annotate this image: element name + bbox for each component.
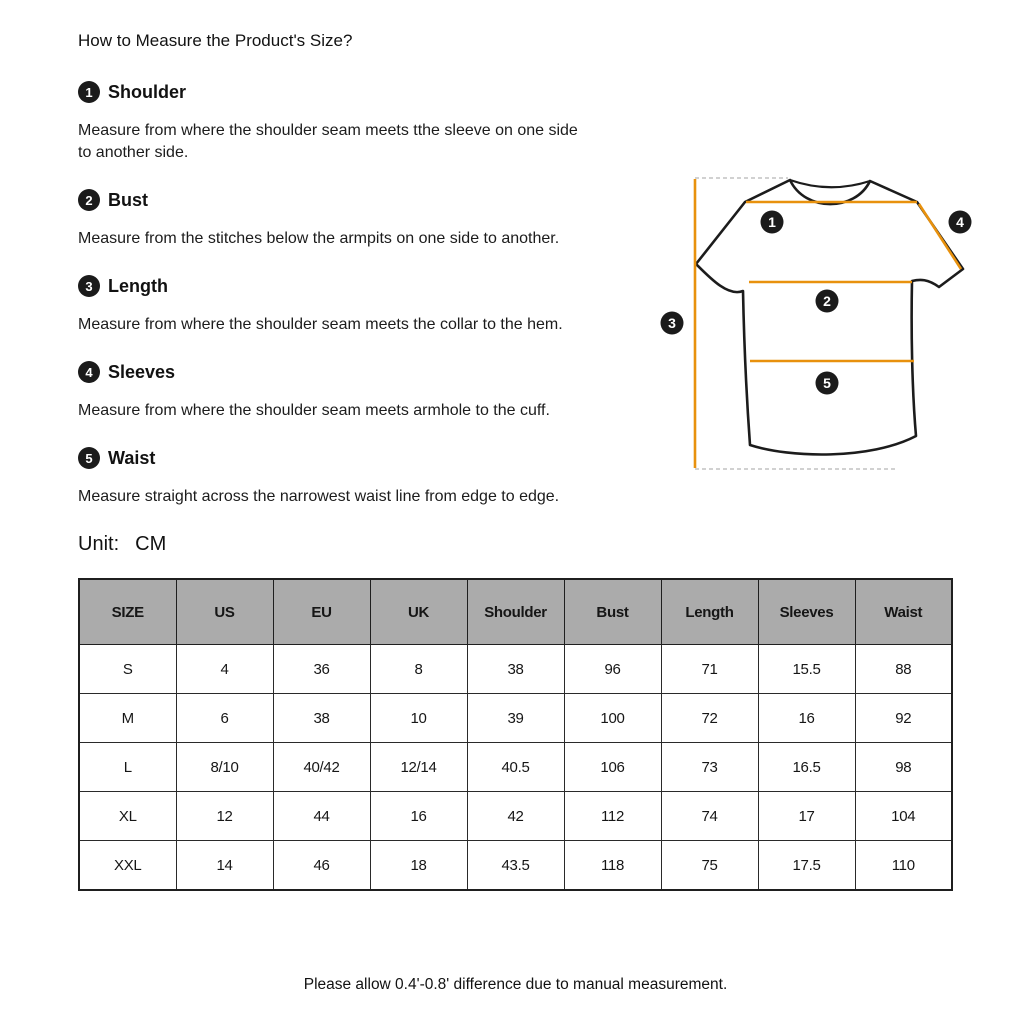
table-cell: 16 xyxy=(370,792,467,841)
column-header-sleeves: Sleeves xyxy=(758,579,855,645)
column-header-uk: UK xyxy=(370,579,467,645)
page-title: How to Measure the Product's Size? xyxy=(78,31,353,50)
table-cell: 12/14 xyxy=(370,743,467,792)
table-cell: 96 xyxy=(564,645,661,694)
collar-back-line xyxy=(790,180,870,187)
table-cell: 88 xyxy=(855,645,952,694)
table-cell: 72 xyxy=(661,694,758,743)
table-cell: L xyxy=(79,743,176,792)
table-cell: 14 xyxy=(176,841,273,891)
svg-text:3: 3 xyxy=(668,315,676,331)
table-cell: M xyxy=(79,694,176,743)
step-waist xyxy=(78,447,678,508)
table-cell: 15.5 xyxy=(758,645,855,694)
column-header-bust: Bust xyxy=(564,579,661,645)
table-cell: 16.5 xyxy=(758,743,855,792)
table-cell: 110 xyxy=(855,841,952,891)
table-cell: 75 xyxy=(661,841,758,891)
table-cell: 46 xyxy=(273,841,370,891)
table-cell: 44 xyxy=(273,792,370,841)
table-cell: XL xyxy=(79,792,176,841)
column-header-us: US xyxy=(176,579,273,645)
diagram-marker-4 xyxy=(949,211,972,234)
unit-row xyxy=(78,533,678,556)
table-cell: 8/10 xyxy=(176,743,273,792)
table-cell: 98 xyxy=(855,743,952,792)
step-5-description: Measure straight across the narrowest waist line from edge to edge. xyxy=(78,488,560,505)
tshirt-outline xyxy=(696,180,963,455)
table-cell: 17 xyxy=(758,792,855,841)
unit-value: CM xyxy=(135,533,167,555)
step-3-label: Length xyxy=(108,275,168,296)
table-cell: 4 xyxy=(176,645,273,694)
table-cell: 17.5 xyxy=(758,841,855,891)
table-cell: 38 xyxy=(273,694,370,743)
step-5-label: Waist xyxy=(108,447,156,468)
table-cell: 40/42 xyxy=(273,743,370,792)
step-1-description: Measure from where the shoulder seam meets tthe sleeve on one side to another side. xyxy=(78,122,578,161)
column-header-length: Length xyxy=(661,579,758,645)
step-length-heading xyxy=(78,275,678,297)
svg-text:1: 1 xyxy=(768,214,776,230)
step-shoulder xyxy=(78,81,678,164)
size-row-l xyxy=(79,743,952,792)
size-table-header-row xyxy=(79,579,952,645)
table-cell: 43.5 xyxy=(467,841,564,891)
size-row-s xyxy=(79,645,952,694)
table-cell: 18 xyxy=(370,841,467,891)
table-cell: 8 xyxy=(370,645,467,694)
svg-text:4: 4 xyxy=(956,214,964,230)
table-cell: 74 xyxy=(661,792,758,841)
step-4-number-badge: 4 xyxy=(78,361,100,383)
table-cell: 112 xyxy=(564,792,661,841)
step-1-label: Shoulder xyxy=(108,81,187,102)
step-4-label: Sleeves xyxy=(108,361,176,382)
diagram-marker-5 xyxy=(816,372,839,395)
table-cell: 92 xyxy=(855,694,952,743)
table-cell: 10 xyxy=(370,694,467,743)
table-cell: XXL xyxy=(79,841,176,891)
table-cell: 6 xyxy=(176,694,273,743)
table-cell: 36 xyxy=(273,645,370,694)
size-table-body xyxy=(79,645,952,891)
unit-label: Unit: xyxy=(78,533,120,555)
table-cell: 42 xyxy=(467,792,564,841)
step-bust-heading xyxy=(78,189,678,211)
step-3-description: Measure from where the shoulder seam meets the collar to the hem. xyxy=(78,316,563,333)
size-table xyxy=(78,578,953,891)
table-cell: 106 xyxy=(564,743,661,792)
step-sleeves xyxy=(78,361,678,422)
column-header-shoulder: Shoulder xyxy=(467,579,564,645)
step-1-number-badge: 1 xyxy=(78,81,100,103)
step-waist-heading xyxy=(78,447,678,469)
step-shoulder-heading xyxy=(78,81,678,103)
step-5-number-badge: 5 xyxy=(78,447,100,469)
table-cell: S xyxy=(79,645,176,694)
table-cell: 40.5 xyxy=(467,743,564,792)
column-header-waist: Waist xyxy=(855,579,952,645)
measure-instructions xyxy=(78,31,923,891)
tshirt-diagram xyxy=(640,150,1024,490)
step-2-number-badge: 2 xyxy=(78,189,100,211)
svg-text:5: 5 xyxy=(823,375,831,391)
diagram-marker-1 xyxy=(761,211,784,234)
size-row-xxl xyxy=(79,841,952,891)
table-cell: 71 xyxy=(661,645,758,694)
table-cell: 104 xyxy=(855,792,952,841)
column-header-eu: EU xyxy=(273,579,370,645)
table-cell: 12 xyxy=(176,792,273,841)
table-cell: 39 xyxy=(467,694,564,743)
table-cell: 38 xyxy=(467,645,564,694)
size-row-xl xyxy=(79,792,952,841)
measurement-disclaimer: Please allow 0.4'-0.8' difference due to manual measurement. xyxy=(303,976,728,993)
size-row-m xyxy=(79,694,952,743)
step-bust xyxy=(78,189,678,250)
table-cell: 118 xyxy=(564,841,661,891)
step-3-number-badge: 3 xyxy=(78,275,100,297)
step-length xyxy=(78,275,678,336)
column-header-size: SIZE xyxy=(79,579,176,645)
step-2-description: Measure from the stitches below the armpits on one side to another. xyxy=(78,230,560,247)
size-table-head xyxy=(79,579,952,645)
step-sleeves-heading xyxy=(78,361,678,383)
table-cell: 100 xyxy=(564,694,661,743)
svg-text:2: 2 xyxy=(823,293,831,309)
step-2-label: Bust xyxy=(108,189,148,210)
diagram-marker-3 xyxy=(661,312,684,335)
table-cell: 16 xyxy=(758,694,855,743)
table-cell: 73 xyxy=(661,743,758,792)
diagram-marker-2 xyxy=(816,290,839,313)
step-4-description: Measure from where the shoulder seam meets armhole to the cuff. xyxy=(78,402,550,419)
